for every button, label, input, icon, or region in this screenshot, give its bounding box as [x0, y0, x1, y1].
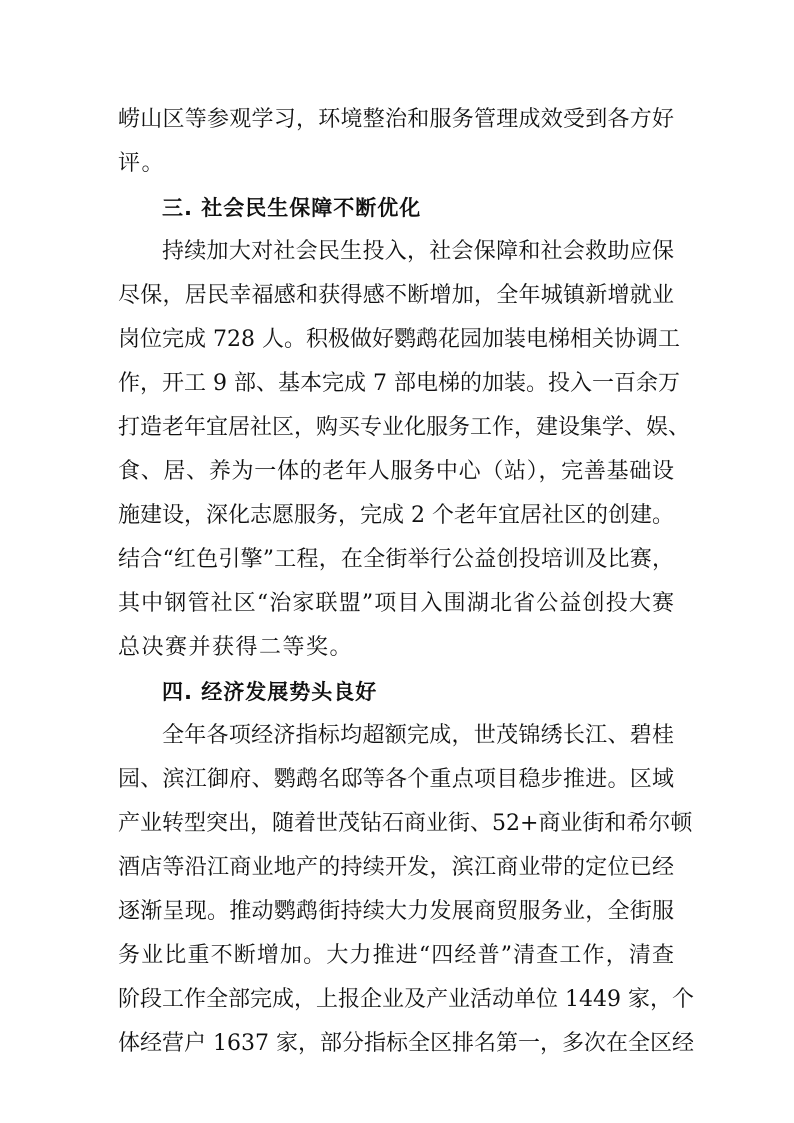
paragraph-line: 岗位完成 728 人。积极做好鹦鹉花园加装电梯相关协调工 — [118, 327, 680, 352]
paragraph-line: 评。 — [118, 151, 166, 176]
paragraph-line: 产业转型突出，随着世茂钻石商业街、52+商业街和希尔顿 — [118, 811, 693, 836]
paragraph-line: 体经营户 1637 家，部分指标全区排名第一，多次在全区经 — [118, 1031, 694, 1056]
paragraph-line: 尽保，居民幸福感和获得感不断增加，全年城镇新增就业 — [118, 283, 674, 308]
paragraph-line: 全年各项经济指标均超额完成，世茂锦绣长江、碧桂 — [162, 723, 674, 748]
paragraph-line: 阶段工作全部完成，上报企业及产业活动单位 1449 家，个 — [118, 987, 694, 1012]
paragraph-line: 酒店等沿江商业地产的持续开发，滨江商业带的定位已经 — [118, 855, 674, 880]
paragraph-line: 逐渐呈现。推动鹦鹉街持续大力发展商贸服务业，全街服 — [118, 899, 674, 924]
paragraph-line: 崂山区等参观学习，环境整治和服务管理成效受到各方好 — [118, 107, 674, 132]
paragraph-line: 打造老年宜居社区，购买专业化服务工作，建设集学、娱、 — [118, 415, 691, 440]
paragraph-line: 结合“红色引擎”工程，在全街举行公益创投培训及比赛， — [118, 547, 674, 572]
paragraph-line: 食、居、养为一体的老年人服务中心（站），完善基础设 — [118, 459, 674, 484]
paragraph-line: 作，开工 9 部、基本完成 7 部电梯的加装。投入一百余万 — [118, 371, 680, 396]
paragraph-line: 持续加大对社会民生投入，社会保障和社会救助应保 — [162, 239, 674, 264]
section-heading: 三. 社会民生保障不断优化 — [162, 196, 422, 220]
paragraph-line: 其中钢管社区“治家联盟”项目入围湖北省公益创投大赛 — [118, 591, 674, 616]
paragraph-line: 园、滨江御府、鹦鹉名邸等各个重点项目稳步推进。区域 — [118, 767, 674, 792]
section-heading: 四. 经济发展势头良好 — [162, 680, 378, 704]
paragraph-line: 总决赛并获得二等奖。 — [118, 635, 354, 660]
paragraph-line: 施建设，深化志愿服务，完成 2 个老年宜居社区的创建。 — [118, 503, 674, 528]
paragraph-line: 务业比重不断增加。大力推进“四经普”清查工作，清查 — [118, 943, 674, 968]
